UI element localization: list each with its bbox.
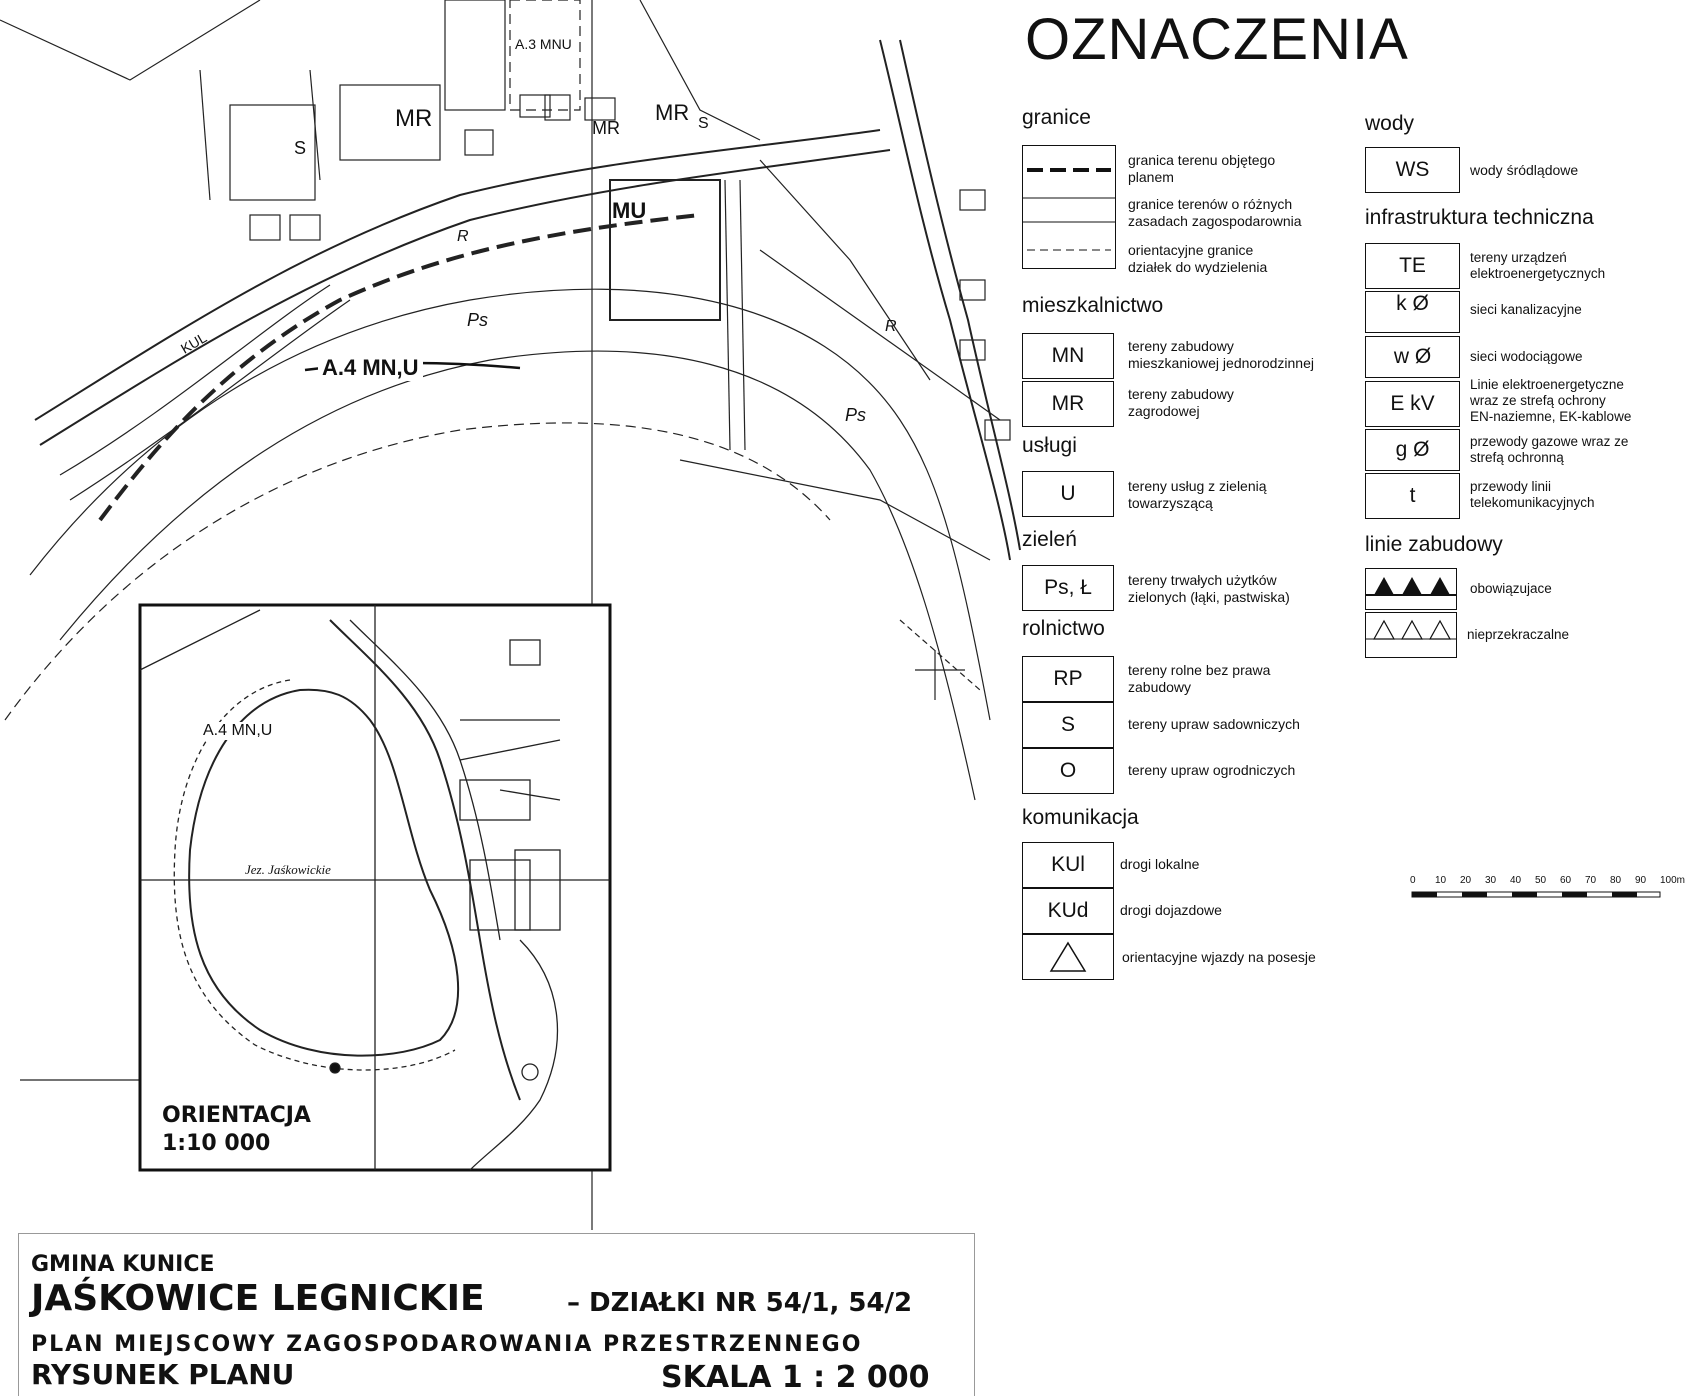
legend-desc-granice-dzialek: orientacyjne granice działek do wydzielenia <box>1128 242 1268 275</box>
orientation-inset <box>140 605 610 1170</box>
legend-desc-mn: tereny zabudowy mieszkaniowej jednorodzinnej <box>1128 338 1314 371</box>
legend-desc-t: przewody linii telekomunikacyjnych <box>1470 479 1595 510</box>
legend-heading-zielen: zieleń <box>1022 528 1077 551</box>
legend-code-kud: KUd <box>1022 888 1114 934</box>
legend-code-g: g Ø <box>1365 429 1460 471</box>
legend-desc-kul: drogi lokalne <box>1120 856 1200 872</box>
map-label-r-2: R <box>885 318 897 335</box>
scale-tick-label: 60 <box>1560 875 1572 886</box>
title-location: JAŚKOWICE LEGNICKIE <box>31 1278 485 1319</box>
legend-title: OZNACZENIA <box>1025 7 1409 72</box>
inset-lake-label: Jez. Jaśkowickie <box>245 862 331 877</box>
title-plan-type: PLAN MIEJSCOWY ZAGOSPODAROWANIA PRZESTRZENNEGO <box>31 1332 863 1357</box>
map-label-a3: A.3 MNU <box>515 36 572 52</box>
main-road-upper <box>35 130 880 420</box>
map-label-mr-2: MR <box>655 100 690 125</box>
legend-code-ps: Ps, Ł <box>1022 565 1114 611</box>
legend-desc-ps: tereny trwałych użytków zielonych (łąki, pastwiska) <box>1128 572 1290 605</box>
scale-tick-label: 10 <box>1435 875 1447 886</box>
scale-tick-label: 80 <box>1610 875 1622 886</box>
map-label-r-1: R <box>457 228 469 245</box>
legend-desc-wjazdy: orientacyjne wjazdy na posesje <box>1122 949 1316 965</box>
granice-line-samples <box>1023 146 1115 268</box>
map-label-kul: KUL <box>177 329 210 357</box>
legend-desc-g: przewody gazowe wraz ze strefą ochronną <box>1470 434 1629 465</box>
scale-tick-label: 0 <box>1410 875 1416 886</box>
map-label-ps-1: Ps <box>467 310 489 330</box>
legend-code-e: E kV <box>1365 381 1460 427</box>
scale-bar-graphic <box>1410 889 1670 903</box>
map-label-s-2: S <box>698 115 709 132</box>
title-block <box>18 1233 975 1396</box>
legend-code-o: O <box>1022 748 1114 794</box>
legend-code-k: k Ø <box>1365 291 1460 333</box>
legend-code-s: S <box>1022 702 1114 748</box>
inset-zone-label: A.4 MN,U <box>203 722 273 739</box>
legend-desc-kud: drogi dojazdowe <box>1120 902 1222 918</box>
scale-tick-label: 40 <box>1510 875 1522 886</box>
legend-heading-komunikacja: komunikacja <box>1022 806 1139 829</box>
title-drawing: RYSUNEK PLANU <box>31 1358 295 1391</box>
legend-heading-wody: wody <box>1365 112 1415 135</box>
legend-heading-rolnictwo: rolnictwo <box>1022 617 1105 640</box>
legend-code-u: U <box>1022 471 1114 517</box>
legend-desc-u: tereny usług z zielenią towarzyszącą <box>1128 478 1267 511</box>
legend-desc-ws: wody śródlądowe <box>1470 162 1579 178</box>
title-scale: SKALA 1 : 2 000 <box>661 1360 930 1395</box>
legend-desc-granice-zasad: granice terenów o różnych zasadach zagospodarownia <box>1128 196 1302 229</box>
legend-swatch-granice <box>1022 145 1116 269</box>
legend-desc-granica-planu: granica terenu objętego planem <box>1128 152 1276 185</box>
legend-desc-s: tereny upraw sadowniczych <box>1128 716 1300 732</box>
legend-entry-triangle <box>1022 934 1114 980</box>
map-label-mu: MU <box>612 198 647 223</box>
title-gmina: GMINA KUNICE <box>31 1252 215 1277</box>
inset-caption <box>158 1100 315 1160</box>
legend-desc-k: sieci kanalizacyjne <box>1470 302 1582 317</box>
zone-label-main: A.4 MN,U <box>318 355 423 381</box>
legend-desc-e: Linie elektroenergetyczne wraz ze strefą ochrony EN-naziemne, EK-kablowe <box>1470 377 1632 424</box>
legend-desc-rp: tereny rolne bez prawa zabudowy <box>1128 662 1271 695</box>
legend-swatch-obowiazujace <box>1365 568 1457 610</box>
scale-tick-labels <box>1410 875 1686 889</box>
legend-desc-te: tereny urządzeń elektroenergetycznych <box>1470 250 1606 281</box>
legend-code-te: TE <box>1365 243 1460 289</box>
outline-triangles-icon <box>1366 613 1456 657</box>
map-label-mr-1: MR <box>395 105 433 132</box>
inset-caption-scale: 1:10 000 <box>162 1131 271 1156</box>
legend-swatch-nieprzekraczalne <box>1365 612 1457 658</box>
scale-tick-label: 50 <box>1535 875 1547 886</box>
legend-desc-nieprzekraczalne: nieprzekraczalne <box>1467 627 1570 642</box>
title-parcels: – DZIAŁKI NR 54/1, 54/2 <box>567 1288 913 1318</box>
legend-code-mn: MN <box>1022 333 1114 379</box>
legend-heading-uslugi: usługi <box>1022 434 1077 457</box>
scale-tick-label: 90 <box>1635 875 1647 886</box>
scale-tick-label: 100m <box>1660 875 1686 886</box>
scale-tick-label: 30 <box>1485 875 1497 886</box>
scale-tick-label: 20 <box>1460 875 1472 886</box>
scale-tick-label: 70 <box>1585 875 1597 886</box>
legend-code-t: t <box>1365 473 1460 519</box>
legend-desc-obowiazujace: obowiązujace <box>1470 581 1552 596</box>
legend-heading-infrastruktura: infrastruktura techniczna <box>1365 206 1594 229</box>
legend-desc-o: tereny upraw ogrodniczych <box>1128 762 1296 778</box>
map-label-mr-3: MR <box>592 118 620 138</box>
legend-heading-linie-zabudowy: linie zabudowy <box>1365 533 1503 556</box>
legend-desc-mr: tereny zabudowy zagrodowej <box>1128 386 1234 419</box>
legend-code-ws: WS <box>1365 147 1460 193</box>
legend-desc-w: sieci wodociągowe <box>1470 349 1583 364</box>
east-road-1 <box>880 40 1010 560</box>
map-label-s-1: S <box>294 138 307 158</box>
map-label-ps-2: Ps <box>845 405 867 425</box>
scale-bar <box>1410 875 1686 908</box>
legend-code-w: w Ø <box>1365 336 1460 378</box>
filled-triangles-icon <box>1366 569 1456 609</box>
inset-caption-title: ORIENTACJA <box>162 1103 311 1128</box>
legend-heading-mieszkalnictwo: mieszkalnictwo <box>1022 294 1164 317</box>
legend-code-kul: KUl <box>1022 842 1114 888</box>
legend-code-mr: MR <box>1022 381 1114 427</box>
legend-heading-granice: granice <box>1022 106 1091 129</box>
legend-code-rp: RP <box>1022 656 1114 702</box>
triangle-icon <box>1048 940 1088 974</box>
